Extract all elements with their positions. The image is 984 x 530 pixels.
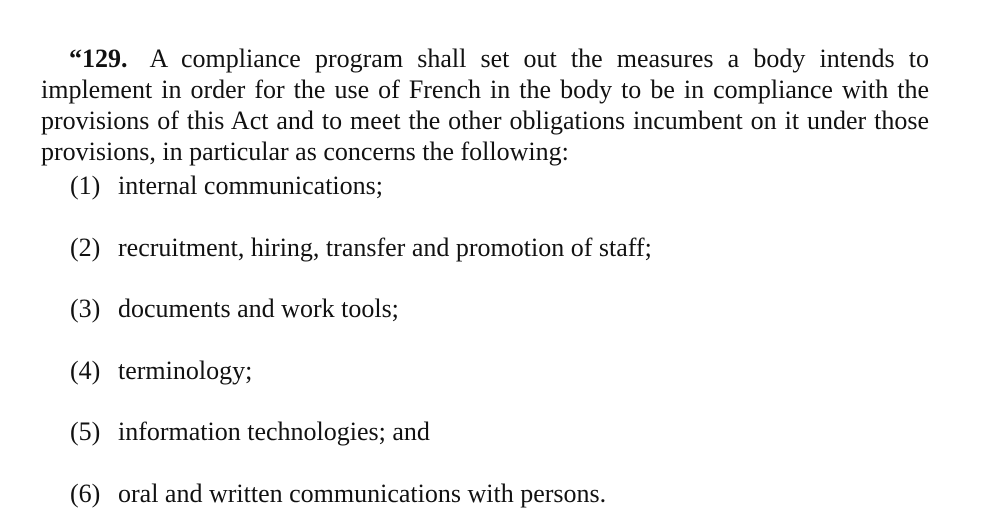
list-item-text: recruitment, hiring, transfer and promotion of staff; [118, 232, 652, 262]
list-item-number: (6) [70, 478, 101, 508]
list-item [70, 478, 930, 530]
list-item-number: (2) [70, 232, 101, 262]
list-item [70, 170, 930, 232]
list-item-number: (4) [70, 355, 101, 385]
list-item-text: information technologies; and [118, 417, 430, 446]
section-number [69, 44, 128, 73]
list-item [70, 416, 930, 478]
list-item-text: documents and work tools; [118, 294, 399, 323]
section-number-value: 129. [82, 44, 128, 73]
opening-quote: “ [69, 44, 82, 73]
list-item-text: oral and written communications with persons. [118, 478, 607, 508]
list-item [70, 232, 930, 294]
list-item [70, 293, 930, 355]
list-item-number: (3) [70, 294, 101, 323]
list-item-number: (5) [70, 417, 101, 446]
list-item-text: terminology; [118, 355, 253, 385]
section-text: A compliance program shall set out the measures a body intends to implement in order for the use of French in the body to be in compliance with the provisions of this Act and to meet the other obligations incumbent on it under those provisions, in particular as concerns the following: [41, 44, 929, 166]
list-item-number: (1) [70, 171, 101, 200]
compliance-list [70, 170, 930, 530]
list-item-text: internal communications; [118, 171, 383, 200]
list-item [70, 355, 930, 417]
section-paragraph [41, 43, 929, 167]
